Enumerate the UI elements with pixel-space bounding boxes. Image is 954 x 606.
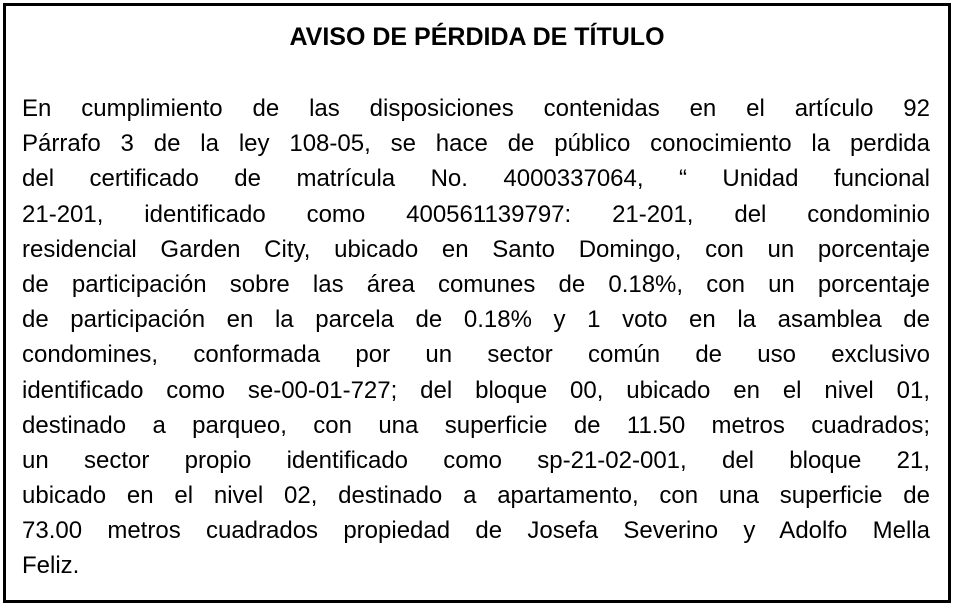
notice-body-line: ubicado en el nivel 02, destinado a apartamento, con una superficie de (22, 482, 930, 510)
notice-body-line: condomines, conformada por un sector común de uso exclusivo (22, 341, 930, 369)
notice-body-line: 73.00 metros cuadrados propiedad de Josefa Severino y Adolfo Mella (22, 517, 930, 545)
notice-body-line: residencial Garden City, ubicado en Santo Domingo, con un porcentaje (22, 235, 930, 263)
notice-body-line: Feliz. (22, 552, 80, 580)
notice-body-line: del certificado de matrícula No. 4000337064, “ Unidad funcional (22, 165, 930, 193)
notice-body-line: 21-201, identificado como 400561139797: 21-201, del condominio (22, 200, 930, 228)
notice-body-line: de participación sobre las área comunes de 0.18%, con un porcentaje (22, 270, 930, 298)
notice-title: AVISO DE PÉRDIDA DE TÍTULO (289, 23, 665, 51)
notice-body (22, 91, 930, 584)
notice-body-line: identificado como se-00-01-727; del bloque 00, ubicado en el nivel 01, (22, 376, 930, 404)
notice-body-line: Párrafo 3 de la ley 108-05, se hace de público conocimiento la perdida (22, 130, 930, 158)
notice-body-line: un sector propio identificado como sp-21-02-001, del bloque 21, (22, 446, 930, 474)
notice-body-line: de participación en la parcela de 0.18% y 1 voto en la asamblea de (22, 306, 930, 334)
notice-body-line: En cumplimiento de las disposiciones contenidas en el artículo 92 (22, 95, 930, 122)
notice-body-line: destinado a parqueo, con una superficie de 11.50 metros cuadrados; (22, 411, 930, 439)
notice-frame (3, 3, 951, 603)
